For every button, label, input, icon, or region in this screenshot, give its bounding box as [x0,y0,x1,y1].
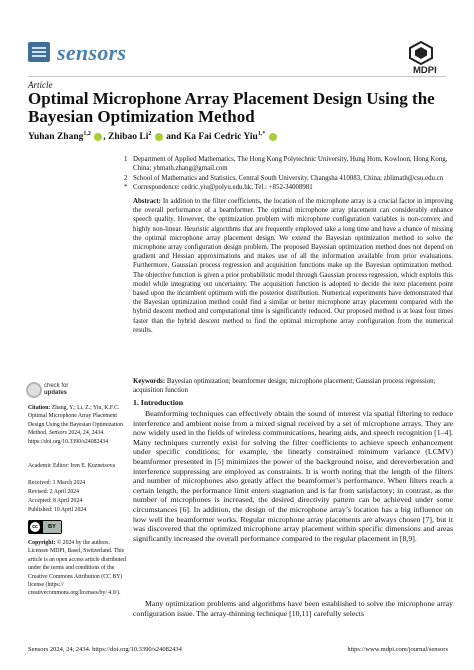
journal-logo-icon [28,42,50,62]
affiliation-marker: * [124,184,128,191]
orcid-icon[interactable] [269,133,277,141]
footer-citation[interactable]: Sensors 2024, 24, 2434. https://doi.org/10.3390/s24082434 [28,646,182,653]
article-type: Article [28,80,53,90]
intro-paragraph: Beamforming techniques can effectively obtain the sound of interest via spatial filtering to reduce interference and ambient noise from a mixed signal received by a set of microphone arrays. They are now widely used in the fields of wireless communications, hearing aids, and speech recognition [1–4]. Many techniques currently exist for solving the filter coefficients to achieve speech enhancement under specific conditions; for example, the linearly constrained minimum variance (LCMV) beamformer presented in [5] minimizes the power of the background noise, and dereverberation and interference suppressing are employed as constraints. It is worth noting that the length of the filters and number of microphones also greatly affect the beamformer’s performance. When filters reach a certain length, the performance limit enters stagnation and is far from satisfactory; in contrast, as the number of microphones is increased, the desired directivity pattern can be achieved under some circumstances [6]. In addition, the design of the microphone array’s location has a big influence on how well the beamformer works. Regular microphone array placements are always chosen [7], but it was discovered that the optimized microphone array placement within specific dimensions and areas significantly increased the overall performance compared to the regular placement in [8,9]. [133,409,453,543]
affiliation-text: School of Mathematics and Statistics, Central South University, Changsha 410083, China; zblimath@csu.edu.cn [133,175,444,182]
orcid-icon[interactable] [94,133,102,141]
keywords [133,377,453,395]
section-heading: 1. Introduction [133,398,184,407]
affiliation-item [124,174,451,183]
keywords-text: Bayesian optimization; beamformer design; microphone placement; Gaussian process regression; acquisition function [133,378,436,395]
orcid-icon[interactable] [155,133,163,141]
check-for-updates-label[interactable] [44,383,68,397]
logo-stripe [32,47,46,49]
citation-label: Citation: [28,405,51,411]
author-name[interactable]: Ka Fai Cedric Yiu [183,132,258,143]
copyright-label: Copyright: [28,540,56,546]
affiliation-marker: 2 [124,175,128,182]
date-received: Received: 1 March 2024 [28,480,86,486]
logo-stripe [32,51,46,53]
journal-name[interactable]: sensors [57,40,127,65]
affiliation-item [124,183,451,192]
affiliation-text: Department of Applied Mathematics, The Hong Kong Polytechnic University, Hung Hom, Kowloon, Hong Kong, China; yhmath.zhang@gmail.com [133,156,448,172]
date-published: Published: 10 April 2024 [28,507,87,513]
page-footer [28,646,448,653]
date-revised: Revised: 2 April 2024 [28,489,80,495]
copyright-block [28,539,128,598]
keywords-label: Keywords: [133,378,166,385]
intro-paragraph: Many optimization problems and algorithms have been established to solve the microphone array configuration issue. The array-thinning technique [10,11] carefully selects [133,599,453,618]
header-divider [28,76,446,77]
article-title: Optimal Microphone Array Placement Design Using the Bayesian Optimization Method [28,89,435,126]
author-affil-marker: 1,2 [83,131,91,137]
check-for-updates-icon[interactable] [26,382,42,398]
author-name[interactable]: Yuhan Zhang [28,132,84,143]
author-list [28,131,278,142]
abstract-label: Abstract: [133,198,161,205]
citation-journal: Sensors [48,430,67,437]
citation-tail[interactable]: 2024, 24, 2434. https://doi.org/10.3390/s24082434 [28,430,109,445]
check-line: check for [44,383,69,389]
author-separator: and [163,132,184,143]
mdpi-logo-icon[interactable] [408,41,434,65]
by-icon: BY [43,521,61,533]
footer-journal-url[interactable]: https://www.mdpi.com/journal/sensors [347,646,448,653]
publisher-name: MDPI [413,65,437,76]
citation-block [28,404,128,446]
citation-text: Zhang, Y.; Li, Z.; Yiu, K.F.C. Optimal Microphone Array Placement Design Using the Bayesian Optimization Method. [28,405,123,437]
affiliation-marker: 1 [124,156,128,163]
check-line: updates [44,390,68,396]
abstract [133,197,453,335]
affiliation-text: Correspondence: cedric.yiu@polyu.edu.hk; Tel.: +852-34008981 [133,184,313,191]
copyright-text: © 2024 by the authors. Licensee MDPI, Basel, Switzerland. This article is an open access article distributed under the terms and conditions of the Creative Commons Attribution (CC BY) license (https:// creativecommons.org/licenses/by/ 4.0/). [28,540,126,597]
cc-icon: cc [30,522,40,532]
author-affil-marker: 2 [148,131,152,137]
author-name[interactable]: Zhibao Li [108,132,149,143]
academic-editor: Academic Editor: Iren E. Kuznetsova [28,463,116,469]
author-separator: , [103,132,108,143]
date-accepted: Accepted: 8 April 2024 [28,498,83,504]
affiliation-item [124,155,451,173]
logo-stripe [32,55,46,57]
author-affil-marker: 1,* [257,131,266,137]
abstract-text: In addition to the filter coefficients, the location of the microphone array is a crucial factor in improving the overall performance of a beamformer. The optimal microphone array placement can considerably enhance speech quality. However, the optimization problem with microphone configuration variables is non-convex and highly non-linear. Heuristic algorithms that are frequently employed take a long time and have a chance of missing the optimal microphone array placement design. We extend the Bayesian optimization method to solve the microphone array configuration design problem. The proposed Bayesian optimization method does not depend on gradient and Hessian approximations and makes use of all the information available from prior evaluations. Furthermore, Gaussian process regression and acquisition functions make up the Bayesian optimization method. The objective function is given a prior probabilistic model through Gaussian process regression, which exploits this model while integrating out uncertainty. The acquisition function is adopted to decide the next placement point based upon the incumbent optimum with the posterior distribution. Numerical experiments have demonstrated that the Bayesian optimization method could find a similar or better microphone array placement compared with the hybrid descent method and computational time is significantly reduced. Our proposed method is at least four times faster than the hybrid descent method to find the optimal microphone array configuration from the numerical results. [133,198,453,334]
